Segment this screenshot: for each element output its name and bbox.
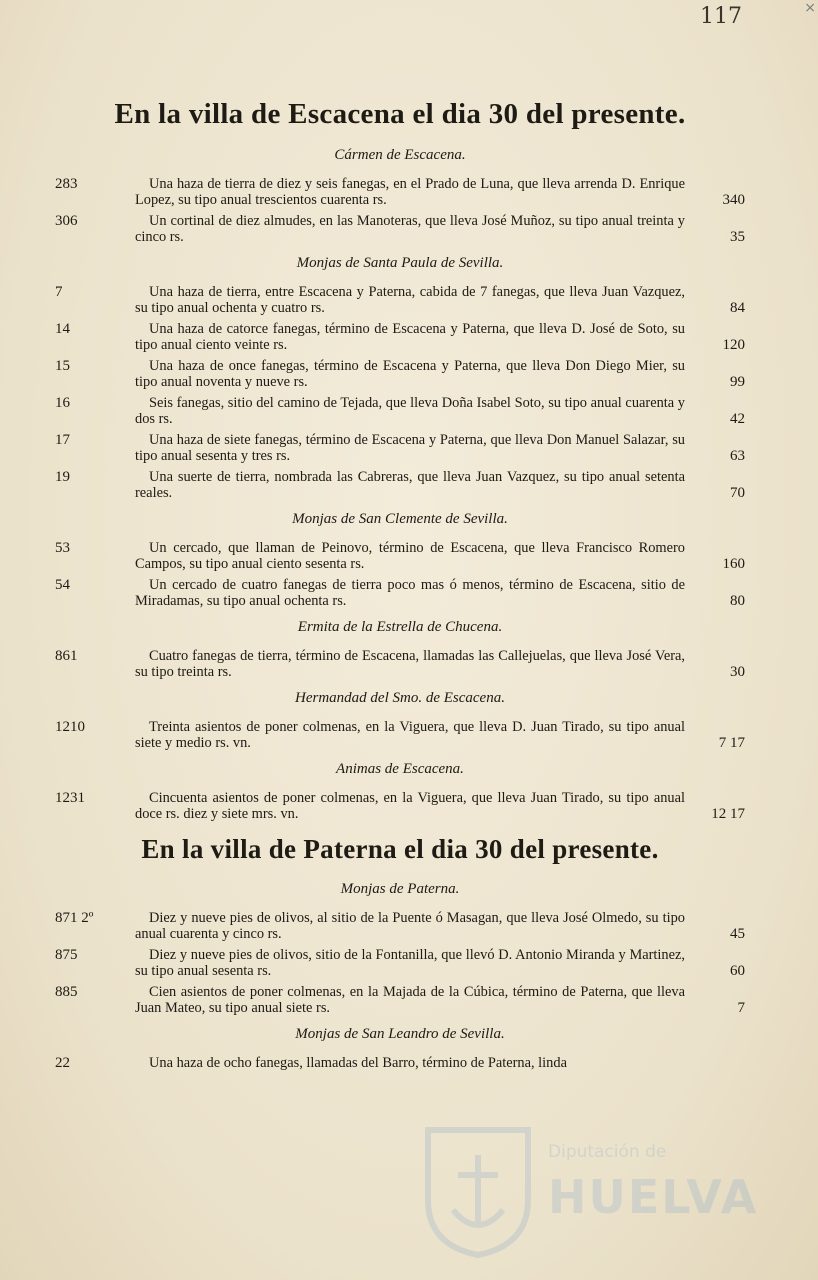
institution-title: Ermita de la Estrella de Chucena. <box>297 619 503 635</box>
list-item <box>55 790 745 822</box>
lot-value: 340 <box>722 192 745 208</box>
corner-mark: × <box>804 0 816 16</box>
lot-number: 22 <box>55 1055 70 1071</box>
institution-title: Monjas de San Leandro de Sevilla. <box>295 1026 505 1042</box>
lot-description: Diez y nueve pies de olivos, sitio de la Fontanilla, que llevó D. Antonio Miranda y Martinez, su tipo anual sesenta rs. <box>135 947 685 979</box>
lot-description: Una haza de ocho fanegas, llamadas del Barro, término de Paterna, linda <box>149 1055 567 1071</box>
lot-description: Un cercado, que llaman de Peinovo, término de Escacena, que lleva Francisco Romero Campos, su tipo anual ciento sesenta rs. <box>135 540 685 572</box>
lot-description: Una haza de catorce fanegas, término de Escacena y Paterna, que lleva D. José de Soto, su tipo anual ciento veinte rs. <box>135 321 685 353</box>
lot-number: 283 <box>55 176 78 192</box>
lot-description: Una suerte de tierra, nombrada las Cabreras, que lleva Juan Vazquez, su tipo anual setenta reales. <box>135 469 685 501</box>
lot-value: 63 <box>730 448 745 464</box>
list-item <box>55 358 745 390</box>
list-item <box>55 719 745 751</box>
lot-number: 875 <box>55 947 78 963</box>
institution-title: Monjas de Santa Paula de Sevilla. <box>296 255 504 271</box>
lot-value: 35 <box>730 229 745 245</box>
lot-number: 53 <box>55 540 70 556</box>
lot-number: 14 <box>55 321 70 337</box>
list-item <box>55 540 745 572</box>
lot-number: 861 <box>55 648 78 664</box>
lot-number: 19 <box>55 469 70 485</box>
archive-watermark <box>418 1120 759 1260</box>
shield-icon <box>418 1120 538 1260</box>
list-item <box>55 213 745 245</box>
institution-title: Hermandad del Smo. de Escacena. <box>295 690 505 706</box>
list-item <box>55 284 745 316</box>
lot-description: Un cortinal de diez almudes, en las Manoteras, que lleva José Muñoz, su tipo anual treinta y cinco rs. <box>135 213 685 245</box>
lot-value: 84 <box>730 300 745 316</box>
lot-number: 306 <box>55 213 78 229</box>
list-item <box>55 577 745 609</box>
lot-number: 1231 <box>55 790 85 806</box>
watermark-main-text: HUELVA <box>548 1170 759 1224</box>
lot-description: Seis fanegas, sitio del camino de Tejada, que lleva Doña Isabel Soto, su tipo anual cuarenta y dos rs. <box>135 395 685 427</box>
watermark-top-text: Diputación de <box>548 1142 667 1162</box>
list-item <box>55 947 745 979</box>
institution-title: Monjas de San Clemente de Sevilla. <box>292 511 508 527</box>
institution-title: Cármen de Escacena. <box>334 147 466 163</box>
list-item <box>55 1055 745 1071</box>
lot-number: 1210 <box>55 719 85 735</box>
lot-description: Cuatro fanegas de tierra, término de Escacena, llamadas las Callejuelas, que lleva José Vera, su tipo treinta rs. <box>135 648 685 680</box>
lot-value: 45 <box>730 926 745 942</box>
list-item <box>55 432 745 464</box>
lot-description: Una haza de once fanegas, término de Escacena y Paterna, que lleva Don Diego Mier, su tipo anual noventa y nueve rs. <box>135 358 685 390</box>
lot-value: 30 <box>730 664 745 680</box>
institution-title: Monjas de Paterna. <box>340 881 460 897</box>
list-item <box>55 984 745 1016</box>
list-item <box>55 910 745 942</box>
lot-number: 16 <box>55 395 70 411</box>
list-item <box>55 395 745 427</box>
lot-value: 12 17 <box>711 806 745 822</box>
lot-description: Cien asientos de poner colmenas, en la Majada de la Cúbica, término de Paterna, que lleva Juan Mateo, su tipo anual siete rs. <box>135 984 685 1016</box>
section-heading: En la villa de Paterna el dia 30 del presente. <box>141 834 659 864</box>
lot-value: 7 17 <box>718 735 745 751</box>
lot-number: 871 2º <box>55 910 94 926</box>
lot-value: 80 <box>730 593 745 609</box>
lot-value: 7 <box>737 1000 745 1016</box>
lot-value: 70 <box>730 485 745 501</box>
list-item <box>55 469 745 501</box>
lot-value: 160 <box>722 556 745 572</box>
lot-description: Una haza de tierra de diez y seis fanegas, en el Prado de Luna, que lleva arrenda D. Enrique Lopez, su tipo anual trescientos cuarenta rs. <box>135 176 685 208</box>
lot-number: 15 <box>55 358 70 374</box>
lot-number: 7 <box>55 284 63 300</box>
section-heading: En la villa de Escacena el dia 30 del presente. <box>114 98 686 130</box>
lot-number: 17 <box>55 432 70 448</box>
folio-number: 117 <box>700 4 742 29</box>
lot-value: 99 <box>730 374 745 390</box>
lot-number: 885 <box>55 984 78 1000</box>
lot-number: 54 <box>55 577 70 593</box>
list-item <box>55 176 745 208</box>
document-body <box>55 98 745 1076</box>
lot-value: 120 <box>722 337 745 353</box>
lot-description: Una haza de tierra, entre Escacena y Paterna, cabida de 7 fanegas, que lleva Juan Vazquez, su tipo anual ochenta y cuatro rs. <box>135 284 685 316</box>
institution-title: Animas de Escacena. <box>336 761 464 777</box>
lot-value: 42 <box>730 411 745 427</box>
list-item <box>55 648 745 680</box>
lot-description: Cincuenta asientos de poner colmenas, en la Viguera, que lleva Juan Tirado, su tipo anual doce rs. diez y siete mrs. vn. <box>135 790 685 822</box>
lot-description: Diez y nueve pies de olivos, al sitio de la Puente ó Masagan, que lleva José Olmedo, su tipo anual cuarenta y cinco rs. <box>135 910 685 942</box>
lot-description: Una haza de siete fanegas, término de Escacena y Paterna, que lleva Don Manuel Salazar, su tipo anual sesenta y tres rs. <box>135 432 685 464</box>
lot-value: 60 <box>730 963 745 979</box>
lot-description: Treinta asientos de poner colmenas, en la Viguera, que lleva D. Juan Tirado, su tipo anual siete y medio rs. vn. <box>135 719 685 751</box>
lot-description: Un cercado de cuatro fanegas de tierra poco mas ó menos, término de Escacena, sitio de Miradamas, su tipo anual ochenta rs. <box>135 577 685 609</box>
list-item <box>55 321 745 353</box>
